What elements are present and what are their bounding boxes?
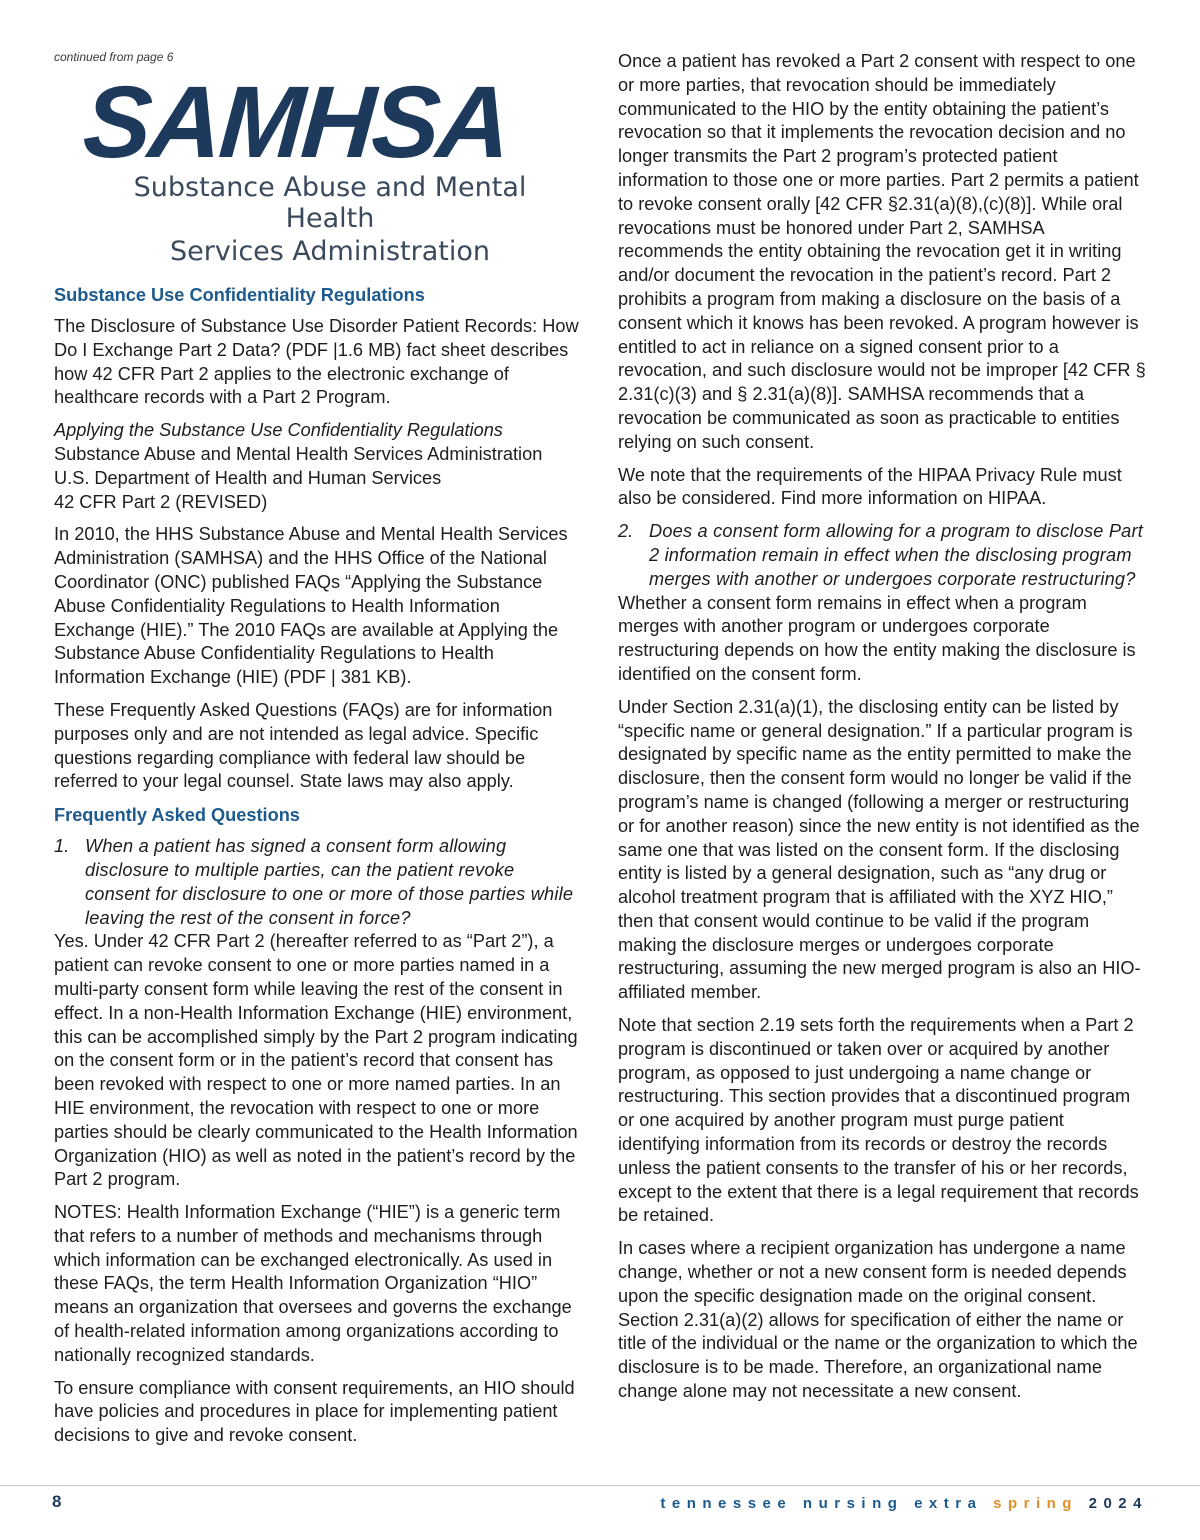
paragraph-compliance: To ensure compliance with consent requirements, an HIO should have policies and procedures in place for implementing patient decisions to give and revoke consent.: [54, 1377, 575, 1446]
continued-note: continued from page 6: [54, 50, 174, 64]
heading-regulations: Substance Use Confidentiality Regulations: [54, 285, 425, 305]
logo-wordmark: SAMHSA: [80, 65, 513, 179]
footer-masthead: [660, 1495, 1148, 1512]
samhsa-logo: [78, 65, 558, 267]
question-1: [54, 835, 584, 930]
right-column: [618, 50, 1150, 1413]
paragraph-section-2-19: Note that section 2.19 sets forth the requirements when a Part 2 program is discontinued or taken over or acquired by another program, as opposed to just undergoing a name change or restructuring. This section provides that a discontinued program or one acquired by another program must purge patient identifying information from its records or destroy the records unless the patient consents to the transfer of his or her records, except to the extent that there is a legal requirement that records be retained.: [618, 1015, 1139, 1226]
page-number: 8: [52, 1492, 62, 1511]
footer-divider: [0, 1485, 1200, 1486]
heading-faq: Frequently Asked Questions: [54, 805, 300, 826]
question-2-text: Does a consent form allowing for a program to disclose Part 2 information remain in effect when the disclosing program merges with another or undergoes corporate restructuring?: [649, 521, 1143, 589]
paragraph-section-2-31: Under Section 2.31(a)(1), the disclosing entity can be listed by “specific name or general designation.” If a particular program is designated by specific name as the entity permitted to make the disclosure, then the consent form would no longer be valid if the program’s name is changed (following a merger or restructuring or for another reason) since the new entity is not identified as the same one that was listed on the consent form. If the disclosing entity is listed by a general designation, such as “any drug or alcohol treatment program that is affiliated with the XYZ HIO,” then that consent would continue to be valid if the program making the disclosure merges or undergoes corporate restructuring, assuming the new merged program is also an HIO-affiliated member.: [618, 696, 1141, 1003]
paragraph-fact-sheet: The Disclosure of Substance Use Disorder Patient Records: How Do I Exchange Part 2 Data? (PDF |1.6 MB) fact sheet describes how 42 CFR Part 2 applies to the electronic exchange of healthcare records with a Part 2 Program.: [54, 316, 579, 408]
left-column: [54, 50, 584, 1457]
applying-title: Applying the Substance Use Confidentiality Regulations: [54, 420, 503, 441]
question-2-number: 2.: [618, 521, 634, 542]
applying-block: [54, 419, 584, 514]
paragraph-notes: NOTES: Health Information Exchange (“HIE”) is a generic term that refers to a number of methods and mechanisms through which information can be exchanged electronically. As used in these FAQs, the term Health Information Organization “HIO” means an organization that oversees and governs the exchange of health-related information among organizations according to nationally recognized standards.: [54, 1202, 572, 1365]
logo-subtitle-line-2: Services Administration: [169, 236, 490, 267]
paragraph-2010-faqs: In 2010, the HHS Substance Abuse and Mental Health Services Administration (SAMHSA) and the HHS Office of the National Coordinator (ONC) published FAQs “Applying the Substance Abuse Confidentiality Regulations to Health Information Exchange (HIE).” The 2010 FAQs are available at Applying the Substance Abuse Confidentiality Regulations to Health Information Exchange (HIE) (PDF | 381 KB).: [54, 524, 568, 688]
applying-line-3: 42 CFR Part 2 (REVISED): [54, 491, 268, 512]
paragraph-revocation: Once a patient has revoked a Part 2 consent with respect to one or more parties, that revocation should be immediately communicated to the HIO by the entity obtaining the patient’s revocation so that it implements the revocation decision and no longer transmits the Part 2 program’s protected patient information to those one or more parties. Part 2 permits a patient to revoke consent orally [42 CFR §2.31(a)(8),(c)(8)]. While oral revocations must be honored under Part 2, SAMHSA recommends the entity obtaining the revocation get it in writing and/or document the revocation in the patient’s record. Part 2 prohibits a program from making a disclosure on the basis of a consent which it knows has been revoked. A program however is entitled to act in reliance on a signed consent prior to a revocation, and such disclosure would not be improper [42 CFR § 2.31(c)(3) and § 2.31(a)(8)]. SAMHSA recommends that a revocation be communicated as soon as practicable to entities relying on such consent.: [618, 51, 1146, 452]
masthead-title: tennessee nursing extra: [660, 1495, 983, 1512]
answer-1: Yes. Under 42 CFR Part 2 (hereafter referred to as “Part 2”), a patient can revoke consent to one or more parties named in a multi-party consent form while leaving the rest of the consent in effect. In a non-Health Information Exchange (HIE) environment, this can be accomplished simply by the Part 2 program indicating on the consent form or in the patient’s record that consent has been revoked with respect to one or more named parties. In an HIE environment, the revocation with respect to one or more parties should be clearly communicated to the Health Information Organization (HIO) as well as noted in the patient’s record by the Part 2 program.: [54, 931, 578, 1190]
question-2: [618, 520, 1150, 591]
answer-2: Whether a consent form remains in effect when a program merges with another program or undergoes corporate restructuring depends on how the entity making the disclosure is identified on the consent form.: [618, 592, 1136, 684]
logo-subtitle-line-1: Substance Abuse and Mental Health: [133, 172, 527, 234]
paragraph-name-change: In cases where a recipient organization has undergone a name change, whether or not a new consent form is needed depends upon the specific designation made on the original consent. Section 2.31(a)(2) allows for specification of either the name or title of the individual or the name or the organization to which the disclosure is to be made. Therefore, an organizational name change alone may not necessitate a new consent.: [618, 1238, 1138, 1402]
masthead-season: spring: [993, 1495, 1078, 1512]
question-1-text: When a patient has signed a consent form allowing disclosure to multiple parties, can the patient revoke consent for disclosure to one or more of those parties while leaving the rest of the consent in force?: [85, 836, 574, 928]
applying-line-2: U.S. Department of Health and Human Services: [54, 467, 442, 488]
masthead-year: 2024: [1088, 1495, 1148, 1512]
applying-line-1: Substance Abuse and Mental Health Services Administration: [54, 443, 543, 464]
question-1-number: 1.: [54, 836, 70, 857]
paragraph-disclaimer: These Frequently Asked Questions (FAQs) are for information purposes only and are not intended as legal advice. Specific questions regarding compliance with federal law should be referred to your legal counsel. State laws may also apply.: [54, 699, 553, 792]
paragraph-hipaa: We note that the requirements of the HIPAA Privacy Rule must also be considered. Find more information on HIPAA.: [618, 464, 1122, 509]
